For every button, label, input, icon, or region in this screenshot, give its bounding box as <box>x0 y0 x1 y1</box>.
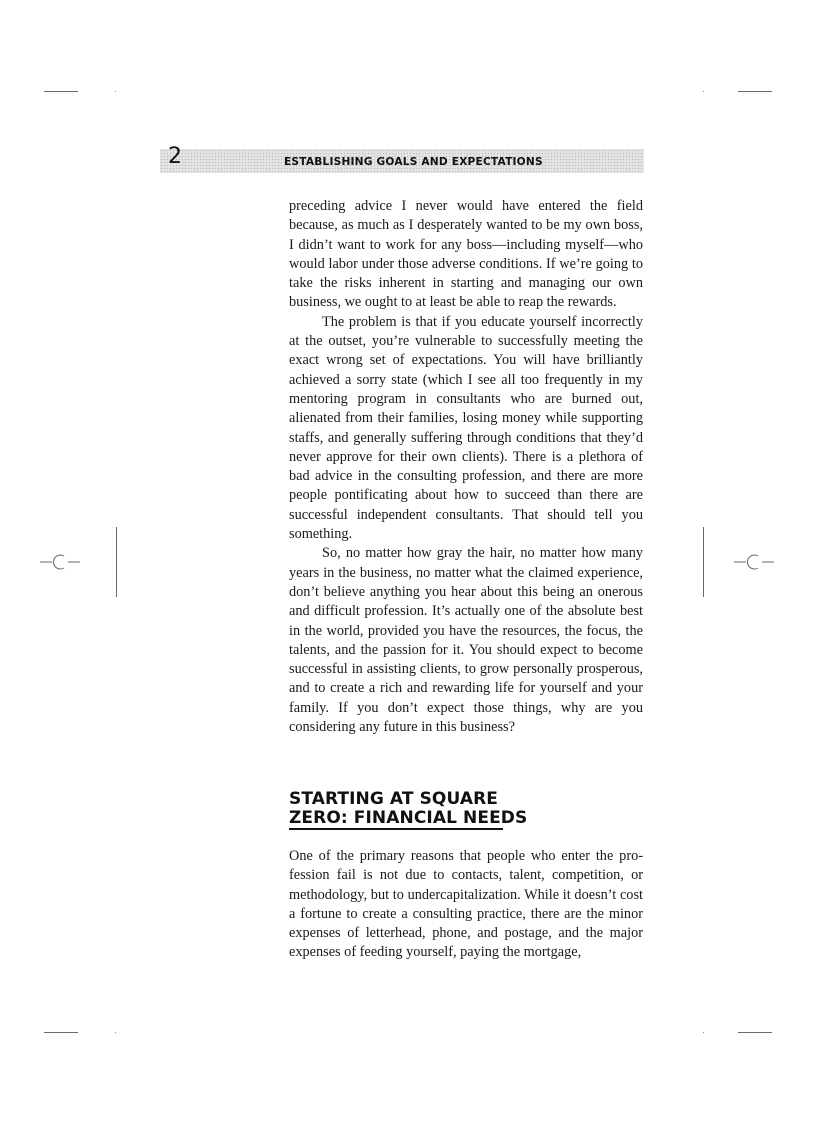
body-text-bottom <box>289 847 643 963</box>
crop-mark-bottom-left <box>44 1032 78 1033</box>
crop-dot <box>703 91 704 92</box>
crop-mark-bottom-right <box>738 1032 772 1033</box>
fold-line-right <box>703 527 704 597</box>
crop-mark-top-right <box>738 91 772 92</box>
section-heading-line: STARTING AT SQUARE <box>289 789 499 809</box>
crop-dot <box>115 91 116 92</box>
section-heading <box>289 790 527 828</box>
paragraph: The problem is that if you educate yourself incorrectly at the outset, you’re vulnerable to successfully meeting the exact wrong set of expectations. You will have brilliantly achieved a sorry state (which I see all too frequently in my mentoring program in consultants who are burned out, alienated from their families, losing money while supporting staffs, and generally suffering through conditions that they’d never approve for their own clients). There is a plethora of bad advice in the consulting profession, and there are more people pontificating about how to succeed than there are successful independent consultants. That should tell you something. <box>289 313 643 543</box>
body-text-top <box>289 197 643 737</box>
heading-underline <box>289 828 503 830</box>
paragraph: So, no matter how gray the hair, no matter how many years in the business, no matter what the claimed experience, don’t believe anything you hear about this being an onerous and difficult profession. It’s actually one of the absolute best in the world, provided you have the resources, the focus, the talents, and the passion for it. You should expect to become successful in assisting clients, to grow personally prosperous, and to create a rich and rewarding life for yourself and your family. If you don’t expect those things, why are you considering any future in this business? <box>289 545 643 736</box>
crop-dot <box>115 1032 116 1033</box>
crop-mark-top-left <box>44 91 78 92</box>
fold-line-left <box>116 527 117 597</box>
section-heading-line: ZERO: FINANCIAL NEEDS <box>289 808 528 828</box>
registration-mark-icon <box>40 552 80 572</box>
paragraph: One of the primary reasons that people who enter the profession fail is not due to contacts, talent, competition, or methodology, but to undercapitalization. While it doesn’t cost a fortune to create a consulting practice, there are the minor expenses of letterhead, phone, and postage, and the major expenses of feeding yourself, paying the mortgage, <box>289 848 643 961</box>
registration-mark-icon <box>734 552 774 572</box>
page-number: 2 <box>168 144 182 169</box>
running-head-title: ESTABLISHING GOALS AND EXPECTATIONS <box>284 156 543 168</box>
crop-dot <box>703 1032 704 1033</box>
paragraph: preceding advice I never would have entered the field because, as much as I desperately wanted to be my own boss, I didn’t want to work for any boss—including myself—who would labor under those adverse conditions. If we’re going to take the risks inherent in starting and managing our own business, we ought to at least be able to reap the rewards. <box>289 198 643 311</box>
